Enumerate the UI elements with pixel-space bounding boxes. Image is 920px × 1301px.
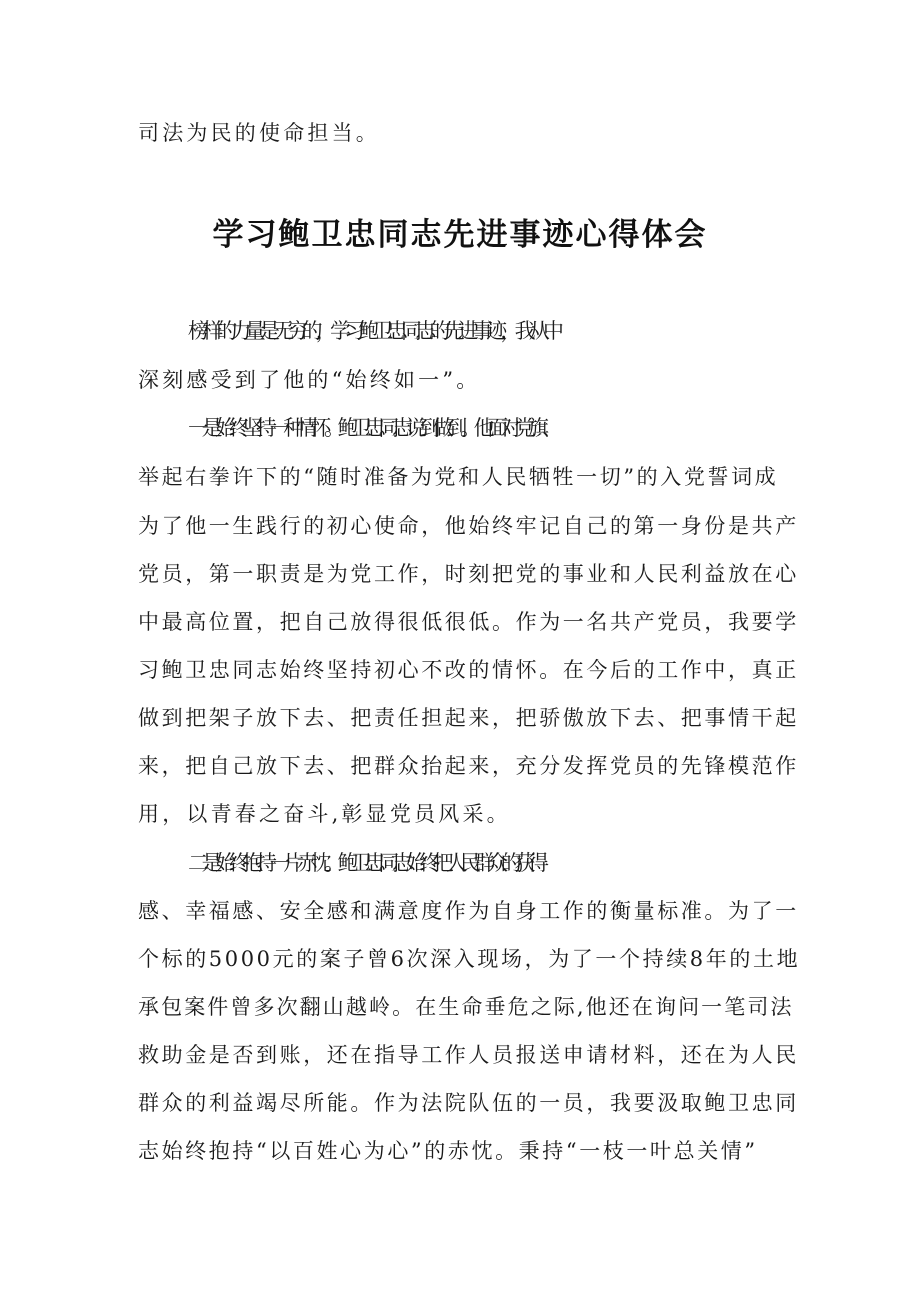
paragraph-line: 救助金是否到账，还在指导工作人员报送申请材料，还在为人民: [138, 1043, 799, 1067]
paragraph-line: 习鲍卫忠同志始终坚持初心不改的情怀。在今后的工作中，真正: [138, 658, 799, 682]
paragraph-line: 深刻感受到了他的“始终如一”。: [138, 368, 481, 392]
paragraph-line: 二是始终抱持一片赤忱。鲍卫忠同志始终把人民群众的获得: [188, 851, 542, 875]
paragraph-line: 个标的5000元的案子曾6次深入现场，为了一个持续8年的土地: [138, 947, 801, 971]
paragraph-line: 中最高位置，把自己放得很低很低。作为一名共产党员，我要学: [138, 610, 799, 634]
previous-paragraph-tail: 司法为民的使命担当。: [138, 121, 380, 145]
page-title: 学习鲍卫忠同志先进事迹心得体会: [212, 217, 708, 253]
paragraph-line: 承包案件曾多次翻山越岭。在生命垂危之际,他还在询问一笔司法: [138, 995, 794, 1019]
paragraph-line: 一是始终坚持一种情怀。鲍卫忠同志说到做到。他面对党旗、: [188, 416, 556, 440]
paragraph-line: 用，以青春之奋斗,彰显党员风采。: [138, 802, 511, 826]
paragraph-line: 为了他一生践行的初心使命，他始终牢记自己的第一身份是共产: [138, 514, 799, 538]
paragraph-line: 榜样的力量是无穷的，学习鲍卫忠同志的先进事迹，我从中: [188, 319, 558, 343]
paragraph-line: 志始终抱持“以百姓心为心”的赤忱。秉持“一枝一叶总关情”: [138, 1139, 758, 1163]
paragraph-line: 来，把自己放下去、把群众抬起来，充分发挥党员的先锋模范作: [138, 754, 799, 778]
paragraph-line: 做到把架子放下去、把责任担起来，把骄傲放下去、把事情干起: [138, 706, 799, 730]
paragraph-line: 感、幸福感、安全感和满意度作为自身工作的衡量标准。为了一: [138, 899, 799, 923]
paragraph-line: 党员，第一职责是为党工作，时刻把党的事业和人民利益放在心: [138, 562, 799, 586]
paragraph-line: 群众的利益竭尽所能。作为法院队伍的一员，我要汲取鲍卫忠同: [138, 1091, 799, 1115]
paragraph-line: 举起右拳许下的“随时准备为党和人民牺牲一切”的入党誓词成: [138, 465, 779, 489]
